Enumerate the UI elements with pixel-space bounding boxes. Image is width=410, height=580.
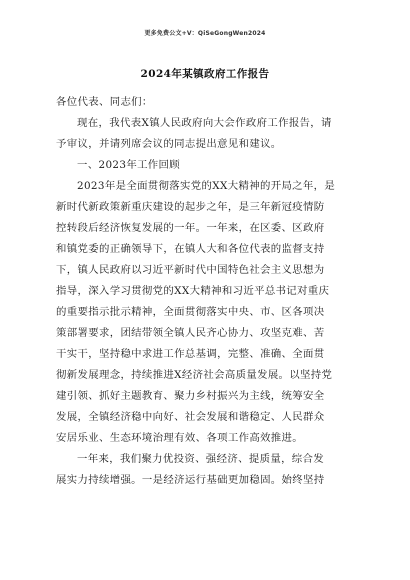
paragraph-line: 发展，全镇经济稳中向好、社会发展和谐稳定、人民群众 <box>56 411 325 423</box>
document-title: 2024年某镇政府工作报告 <box>140 68 270 80</box>
paragraph-line: 安居乐业、生态环境治理有效、各项工作高效推进。 <box>56 432 304 444</box>
paragraph-line: 新时代新政策新重庆建设的起步之年，是三年新冠疫情防 <box>56 201 325 213</box>
paragraph-line: 的重要指示批示精神，全面贯彻落实中央、市、区各项决 <box>56 306 325 318</box>
section-heading: 一、2023年工作回顾 <box>77 159 181 171</box>
paragraph-line: 现在，我代表X镇人民政府向大会作政府工作报告，请 <box>77 117 332 129</box>
paragraph-line: 予审议，并请列席会议的同志提出意见和建议。 <box>56 138 282 150</box>
paragraph-line: 建引领、抓好主题教育、聚力乡村振兴为主线，统筹安全 <box>56 390 325 402</box>
paragraph-line: 2023年是全面贯彻落实党的XX大精神的开局之年，是 <box>77 180 336 192</box>
paragraph-line: 展实力持续增强。一是经济运行基础更加稳固。始终坚持 <box>56 474 325 486</box>
document-body <box>56 92 356 491</box>
greeting-line: 各位代表、同志们： <box>56 96 153 108</box>
paragraph-line: 一年来，我们聚力优投资、强经济、提质量，综合发 <box>77 453 325 465</box>
paragraph-line: 下，镇人民政府以习近平新时代中国特色社会主义思想为 <box>56 264 325 276</box>
paragraph-line: 干实干，坚持稳中求进工作总基调，完整、准确、全面贯 <box>56 348 325 360</box>
header-note: 更多免费公文+V：QiSeGongWen2024 <box>144 30 266 37</box>
paragraph-line: 控转段后经济恢复发展的一年。一年来，在区委、区政府 <box>56 222 325 234</box>
paragraph-line: 指导，深入学习贯彻党的XX大精神和习近平总书记对重庆 <box>56 285 330 297</box>
paragraph-line: 和镇党委的正确领导下，在镇人大和各位代表的监督支持 <box>56 243 325 255</box>
paragraph-line: 策部署要求，团结带领全镇人民齐心协力、攻坚克难、苦 <box>56 327 325 339</box>
paragraph-line: 彻新发展理念，持续推进X经济社会高质量发展。以坚持党 <box>56 369 333 381</box>
